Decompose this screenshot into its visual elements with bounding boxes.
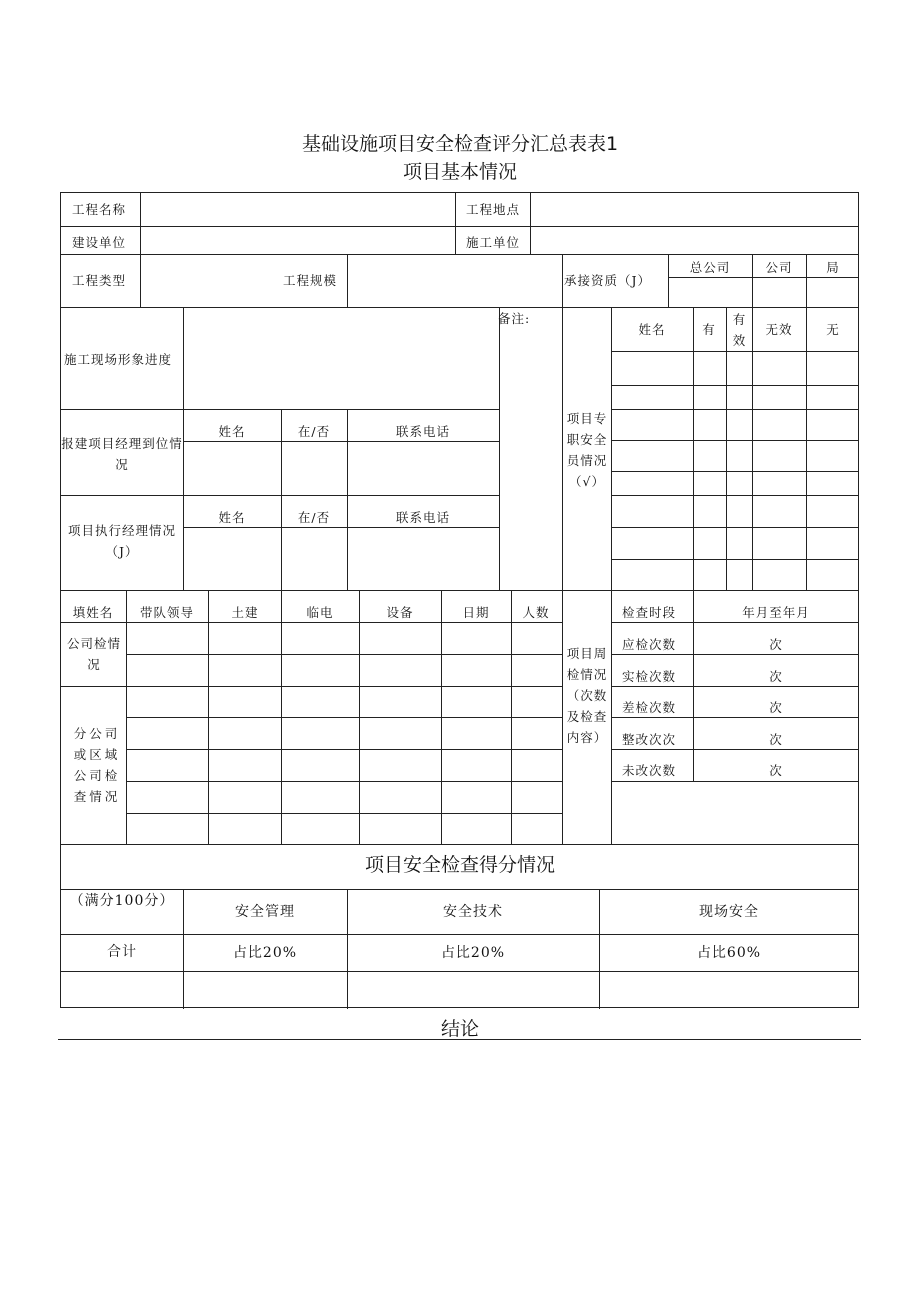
col-rule [806,307,807,590]
row-rule [61,934,859,935]
col-rule [347,409,348,590]
full-score-label: （满分100分） [69,893,175,909]
row-rule [61,409,499,410]
insp-header-date: 日期 [462,605,490,620]
should-check-label: 应检次数 [622,637,677,652]
col-rule [455,193,456,254]
col-rule [183,889,184,1009]
weekly-inspection-label: 项目周检情况（次数及检查内容） [566,646,608,745]
project-type-label: 工程类型 [72,273,127,288]
company-label: 公司 [765,260,793,275]
col-rule [530,193,531,254]
row-rule [611,781,859,782]
actual-check-unit: 次 [769,669,783,684]
poor-check-label: 差检次数 [622,700,677,715]
col-rule [511,590,512,844]
row-rule [126,717,562,718]
actual-check-label: 实检次数 [622,669,677,684]
row-rule [61,226,859,227]
row-rule [61,307,859,308]
pm-onsite-label: 报建项目经理到位情况 [61,436,183,472]
safety-staff-label: 项目专职安全员情况（√） [566,411,608,489]
page-title: 基础设施项目安全检查评分汇总表表1 [301,133,619,155]
col-rule [693,307,694,590]
constructor-label: 施工单位 [466,235,521,250]
col-rule [806,254,807,307]
row-rule [126,749,562,750]
col-rule [126,590,127,844]
row-rule [126,654,562,655]
row-rule [126,813,562,814]
rectified-label: 整改次次 [622,732,677,747]
row-rule [61,590,859,591]
staff-none-header: 无 [826,322,840,337]
should-check-unit: 次 [769,637,783,652]
bureau-label: 局 [826,260,840,275]
row-rule [61,844,859,845]
col-safety-management: 安全管理 [235,904,295,920]
ratio-management: 占比20% [232,945,298,961]
progress-label: 施工现场形象进度 [64,352,173,367]
total-label: 合计 [107,944,137,960]
col-rule [281,409,282,590]
present-header: 在/否 [297,424,331,439]
period-label: 检查时段 [622,605,677,620]
row-rule [61,495,499,496]
row-rule [61,254,859,255]
col-rule [499,307,500,590]
ratio-site: 占比60% [696,945,762,961]
insp-header-power: 临电 [306,605,334,620]
col-rule [562,254,563,307]
staff-name-header: 姓名 [638,322,666,337]
row-rule [126,781,562,782]
ratio-technology: 占比20% [440,945,506,961]
hq-label: 总公司 [689,260,731,275]
score-heading: 项目安全检查得分情况 [364,854,556,876]
col-rule [752,307,753,590]
row-rule [611,385,859,386]
name-header: 姓名 [218,510,246,525]
project-location-label: 工程地点 [466,202,521,217]
project-scale-label: 工程规模 [283,273,338,288]
col-rule [347,254,348,307]
period-value: 年月至年月 [742,605,810,620]
company-inspection-label: 公司检情况 [66,636,121,672]
row-rule [611,409,859,410]
branch-inspection-label: 分公司或区域公司检查情况 [73,726,121,804]
col-rule [562,307,563,844]
summary-table [60,192,859,1008]
col-rule [611,307,612,844]
poor-check-unit: 次 [769,700,783,715]
row-rule [611,495,859,496]
insp-header-count: 人数 [522,605,550,620]
col-rule [441,590,442,844]
present-header: 在/否 [297,510,331,525]
row-rule [61,686,562,687]
staff-invalid-header: 无效 [765,322,793,337]
col-safety-technology: 安全技术 [443,904,503,920]
phone-header: 联系电话 [395,510,451,525]
insp-header-equipment: 设备 [386,605,414,620]
row-rule [611,527,859,528]
page-subtitle: 项目基本情况 [402,161,517,183]
row-rule [611,471,859,472]
col-rule [140,193,141,307]
col-rule [599,889,600,1009]
insp-header-name: 填姓名 [72,605,114,620]
conclusion-rule [58,1039,861,1040]
col-rule [693,590,694,781]
row-rule [611,559,859,560]
insp-header-leader: 带队领导 [139,605,195,620]
unrectified-unit: 次 [769,763,783,778]
row-rule [611,440,859,441]
row-rule [611,351,859,352]
rectified-unit: 次 [769,732,783,747]
row-rule [61,971,859,972]
qualification-label: 承接资质（J） [564,273,652,288]
project-name-label: 工程名称 [72,202,127,217]
col-site-safety: 现场安全 [699,904,759,920]
phone-header: 联系电话 [395,424,451,439]
col-rule [752,254,753,307]
exec-pm-label: 项目执行经理情况（J） [67,523,176,559]
insp-header-civil: 土建 [231,605,259,620]
col-rule [183,307,184,590]
col-rule [359,590,360,844]
staff-valid-header: 有效 [732,312,747,348]
col-rule [208,590,209,844]
name-header: 姓名 [218,424,246,439]
row-rule [61,889,859,890]
staff-has-header: 有 [702,322,716,337]
col-rule [347,889,348,1009]
col-rule [281,590,282,844]
builder-label: 建设单位 [72,235,127,250]
col-rule [668,254,669,307]
remarks-label: 备注: [498,311,531,326]
unrectified-label: 未改次数 [622,763,677,778]
conclusion-heading: 结论 [440,1018,479,1040]
